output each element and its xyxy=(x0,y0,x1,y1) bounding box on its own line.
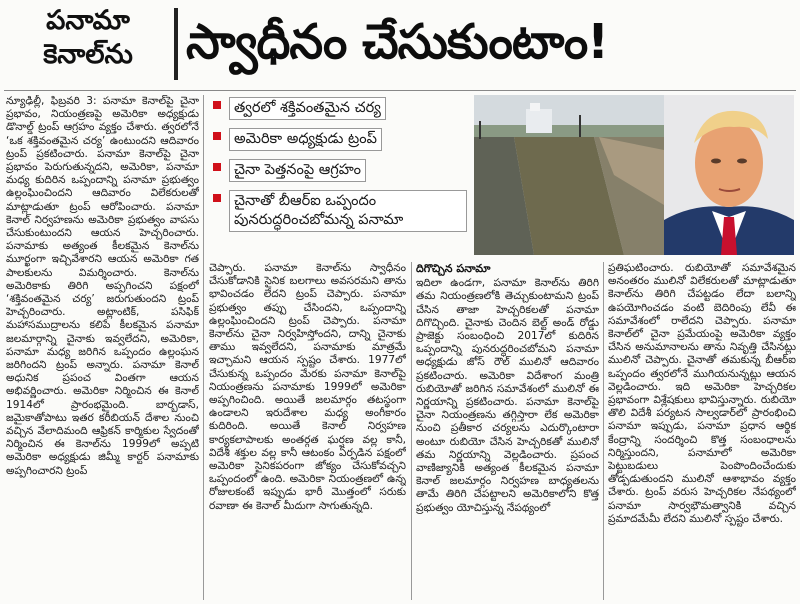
highlights-box xyxy=(209,95,471,255)
subheading: దిగొచ్చిన పనామా xyxy=(416,262,491,275)
highlight-item xyxy=(209,188,471,234)
highlight-text: చైనాతో బీఆర్‌ఐ ఒప్పందం పునరుద్ధరించబోమన్న పనామా xyxy=(229,190,467,232)
column-divider xyxy=(411,262,412,600)
highlight-text: చైనా పెత్తనంపై ఆగ్రహం xyxy=(229,159,366,182)
highlight-item xyxy=(209,157,471,184)
article-column-4: ప్రతిఘటించారు. రుబియోతో సమావేశమైన అనంతరం ములినో విలేకరులతో మాట్లాడుతూ కెనాల్‌ను తిరిగి చేపట్టడం లేదా బలాన్ని ఉపయోగించడం వంటి బెదిరింపు లేవీ ఈ సమావేశంలో రాలేదని చెప్పారు. పనామా కెనాల్‌లో చైనా ప్రమేయంపై అమెరికా వ్యక్తం చేసిన అనుమానాలను తాను నివృత్తి చేసినట్లు ములినో చెప్పారు. చైనాతో తమకున్న బీఆర్‌ఐ ఒప్పందం త్వరలోనే ముగియనున్నట్లు ఆయన వెల్లడించారు. ఇది అమెరికా హెచ్చరికల ప్రభావంగా విశ్లేషకులు భావిస్తున్నారు. రుబియో తొలి విదేశీ పర్యటన సాల్వడార్‌లో ప్రారంభించి పనామా ఇప్పుడు, పనామా ప్రధాన ఆర్థిక కేంద్రాన్ని సందర్శించి కొత్త సంబంధాలను నిర్మిస్తుందని, పనామాలో అమెరికా పెట్టుబడులు పెంపొందించేందుకు తోడ్పడుతుందని ములినో ఆశాభావం వ్యక్తం చేశారు. ట్రంప్‌ వరుస హెచ్చరికల నేపథ్యంలో పనామా సార్వభౌమత్వానికి వచ్చిన ప్రమాదమేమీ లేదని ములినో స్పష్టం చేశారు. xyxy=(608,262,796,525)
kicker xyxy=(8,4,168,72)
kicker-line2: కెనాల్‌ను xyxy=(43,39,133,70)
canal-photo xyxy=(474,95,664,255)
headline: స్వాధీనం చేసుకుంటాం! xyxy=(186,14,609,70)
column-divider xyxy=(203,95,204,600)
highlight-text: త్వరలో శక్తివంతమైన చర్య xyxy=(229,97,386,120)
article-column-1: న్యూఢిల్లీ, ఫిబ్రవరి 3: పనామా కెనాల్‌పై చైనా ప్రభావం, నియంత్రణపై అమెరికా అధ్యక్షుడు డొనాల్డ్‌ ట్రంప్‌ ఆగ్రహం వ్యక్తం చేశారు. త్వరలోనే ‘ఒక శక్తివంతమైన చర్య’ ఉంటుందని ఆదివారం ట్రంప్‌ ప్రకటించారు. పనామా కెనాల్‌పై చైనా ప్రభావం పెరుగుతున్నదని, అమెరికా, పనామా మధ్య కుదిరిన ఒప్పందాన్ని పనామా ప్రభుత్వం ఉల్లంఘించిందని ఆదివారం విలేకరులతో మాట్లాడుతూ ట్రంప్‌ ఆరోపించారు. పనామా కెనాల్‌ నిర్వహణను అమెరికా ప్రభుత్వం వాపసు చేసుకుంటుందని ఆయన హెచ్చరించారు. పనామాకు అత్యంత కీలకమైన కెనాల్‌ను మూర్ఖంగా ఇచ్చివేశారని ఆయన అమెరికా గత పాలకులను విమర్శించారు. కెనాల్‌ను అమెరికాకు తిరిగి అప్పగించని పక్షంలో ‘శక్తివంతమైన చర్య’ జరుగుతుందని ట్రంప్‌ హెచ్చరించారు. అట్లాంటిక్‌, పసిఫిక్‌ మహాసముద్రాలను కలిపే కీలకమైన పనామా జలమార్గాన్ని చైనాకు ఇవ్వలేదని, అమెరికా, పనామా మధ్య జరిగిన ఒప్పందం ఉల్లంఘన జరిగిందని ట్రంప్‌ అన్నారు. పనామా కెనాల్‌ అధునిక ప్రపంచ వింతగా ఆయన అభివర్ణించారు. అమెరికా నిర్మించిన ఈ కెనాల్‌ 1914లో ప్రారంభమైంది. బార్బడాస్‌, జమైకాతోపాటు ఇతర కరీబియన్‌ దేశాల నుంచి వచ్చిన వేలాదిమంది ఆఫ్రికన్‌ కార్మికుల స్వేదంతో నిర్మించిన ఈ కెనాల్‌ను 1999లో అప్పటి అమెరికా అధ్యక్షుడు జిమ్మీ కార్టర్‌ పనామాకు అప్పగించారని ట్రంప్‌ xyxy=(6,95,199,477)
highlight-text: అమెరికా అధ్యక్షుడు ట్రంప్ xyxy=(229,128,382,151)
kicker-line1: పనామా xyxy=(46,5,130,36)
highlight-item xyxy=(209,95,471,122)
article-column-2: చెప్పారు. పనామా కెనాల్‌ను స్వాధీనం చేసుకోడానికి సైనిక బలగాలు అవసరమని తాను భావించడం లేదని ట్రంప్‌ చెప్పారు. పనామా ప్రభుత్వం తప్పు చేసిందని, ఒప్పందాన్ని ఉల్లంఘించిందని ట్రంప్‌ చెప్పారు. పనామా కెనాల్‌ను చైనా నిర్వహిస్తోందని, దాన్ని చైనాకు తాము ఇవ్వలేదని, పనామాకు మాత్రమే ఇచ్చామని ఆయన స్పష్టం చేశారు. 1977లో చేసుకున్న ఒప్పందం మేరకు పనామా కెనాల్‌పై నియంత్రణను పనామాకు 1999లో అమెరికా అప్పగించింది. అయితే జలమార్గం తటస్థంగా ఉండాలని ఇరుదేశాల మధ్య అంగీకారం కుదిరింది. అయితే కెనాల్‌ నిర్వహణ కార్యకలాపాలకు అంతర్గత ఘర్షణ వల్ల కానీ, విదేశీ శక్తుల వల్ల కానీ ఆటంకం ఏర్పడిన పక్షంలో అమెరికా సైనికపరంగా జోక్యం చేసుకోవచ్చని ఒప్పందంలో ఉంది. అమెరికా నియంత్రణలో ఉన్న రోజులకంటే ఇప్పుడు భారీ మొత్తంలో సరుకు రవాణా ఈ కెనాల్‌ మీదుగా సాగుతున్నది. xyxy=(209,262,406,512)
highlight-item xyxy=(209,126,471,153)
article-column-3 xyxy=(416,262,599,600)
portrait-photo xyxy=(664,95,794,255)
article-column-3-text: ఇదిలా ఉండగా, పనామా కెనాల్‌ను తిరిగి తమ నియంత్రణలోకి తెచ్చుకుంటామని ట్రంప్‌ చేసిన తాజా హెచ్చరికలతో పనామా దిగొచ్చింది. చైనాకు చెందిన బెల్ట్‌ అండ్‌ రోడ్డు ప్రాజెక్టు సంబంధించి 2017లో కుదిరిన ఒప్పందాన్ని పునరుద్ధరించబోమని పనామా అధ్యక్షుడు జోస్‌ రౌల్‌ ములినో ఆదివారం ప్రకటించారు. అమెరికా విదేశాంగ మంత్రి రుబియోతో జరిగిన సమావేశంలో ములినో ఈ నిర్ణయాన్ని ప్రకటించారు. పనామా కెనాల్‌పై చైనా నియంత్రణను తగ్గిస్తారా లేక అమెరికా నుంచి ప్రతీకార చర్యలను ఎదుర్కొంటారా అంటూ రుబియో చేసిన హెచ్చరికతో ములినో తమ నిర్ణయాన్ని వెల్లడించారు. ప్రపంచ వాణిజ్యానికి అత్యంత కీలకమైన పనామా కెనాల్‌ జలమార్గం నిర్వహణ బాధ్యతలను తామే తిరిగి చేపట్టాలని అమెరికాలోని కొత్త ప్రభుత్వం యోచిస్తున్న నేపథ్యంలో xyxy=(416,277,599,514)
kicker-divider xyxy=(174,8,178,80)
column-divider xyxy=(603,262,604,600)
header-rule xyxy=(4,90,796,91)
